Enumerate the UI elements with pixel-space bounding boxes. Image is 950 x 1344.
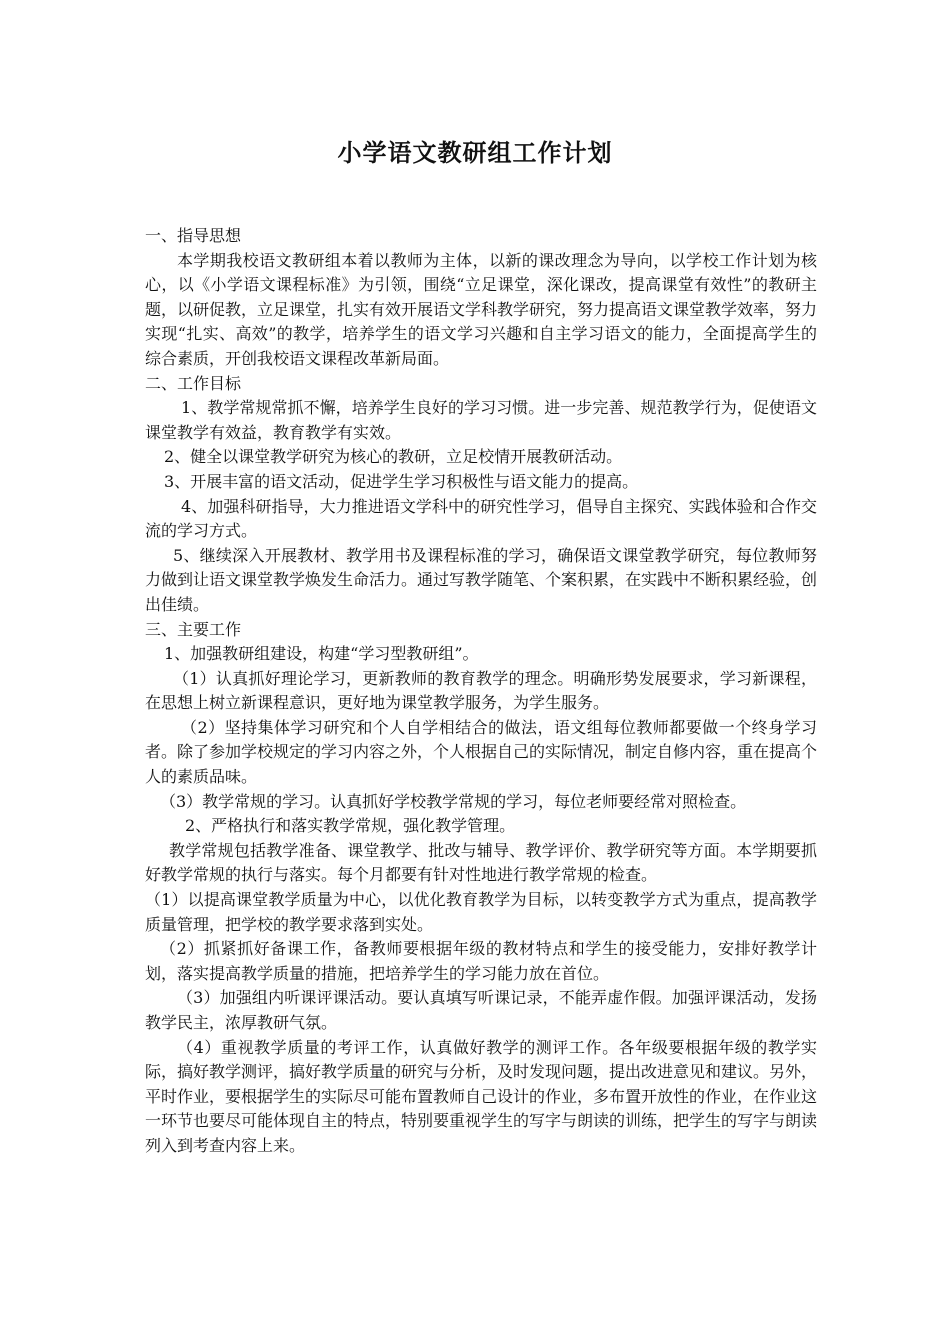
document-body — [145, 224, 817, 1159]
list-item: （2）抓紧抓好备课工作，备教师要根据年级的教材特点和学生的接受能力，安排好教学计划，落实提高教学质量的措施，把培养学生的学习能力放在首位。 — [145, 939, 817, 983]
list-item: （4）重视教学质量的考评工作，认真做好教学的测评工作。各年级要根据年级的教学实际，搞好教学测评，搞好教学质量的研究与分析，及时发现问题，提出改进意见和建议。另外，平时作业，要根据学生的实际尽可能布置教师自己设计的作业，多布置开放性的作业，在作业这一环节也要尽可能体现自主的特点，特别要重视学生的写字与朗读的训练，把学生的写字与朗读列入到考查内容上来。 — [145, 1037, 818, 1155]
paragraph: 教学常规包括教学准备、课堂教学、批改与辅导、教学评价、教学研究等方面。本学期要抓好教学常规的执行与落实。每个月都要有针对性地进行教学常规的检查。 — [145, 840, 817, 885]
document-title: 小学语文教研组工作计划 — [337, 139, 613, 167]
section-heading-work-goals: 二、工作目标 — [145, 373, 242, 393]
paragraph: 本学期我校语文教研组本着以教师为主体，以新的课改理念为导向，以学校工作计划为核心，以《小学语文课程标准》为引领，围绕“立足课堂，深化课改，提高课堂有效性”的教研主题，以研促教，立足课堂，扎实有效开展语文学科教学研究，努力提高语文课堂教学效率，努力实现“扎实、高效”的教学，培养学生的语文学习兴趣和自主学习语文的能力，全面提高学生的综合素质，开创我校语文课程改革新局面。 — [145, 250, 818, 368]
list-item: （3）教学常规的学习。认真抓好学校教学常规的学习，每位老师要经常对照检查。 — [160, 791, 747, 811]
list-item: 2、严格执行和落实教学常规，强化教学管理。 — [185, 816, 516, 836]
list-item: 1、教学常规常抓不懈，培养学生良好的学习习惯。进一步完善、规范教学行为，促使语文课堂教学有效益，教育教学有实效。 — [145, 398, 817, 442]
list-item: 3、开展丰富的语文活动，促进学生学习积极性与语文能力的提高。 — [164, 471, 639, 491]
section-heading-guiding-ideology: 一、指导思想 — [145, 226, 242, 245]
list-item: （2）坚持集体学习研究和个人自学相结合的做法，语文组每位教师都要做一个终身学习者。除了参加学校规定的学习内容之外，个人根据自己的实际情况，制定自修内容，重在提高个人的素质品味。 — [145, 717, 818, 787]
list-item: （1）认真抓好理论学习，更新教师的教育教学的理念。明确形势发展要求，学习新课程，在思想上树立新课程意识，更好地为课堂教学服务，为学生服务。 — [145, 668, 817, 713]
list-item: 4、加强科研指导，大力推进语文学科中的研究性学习，倡导自主探究、实践体验和合作交流的学习方式。 — [145, 496, 817, 541]
list-item: 2、健全以课堂教学研究为核心的教研，立足校情开展教研活动。 — [164, 447, 623, 467]
list-item: （3）加强组内听课评课活动。要认真填写听课记录，不能弄虚作假。加强评课活动，发扬教学民主，浓厚教研气氛。 — [145, 988, 817, 1032]
list-item: 5、继续深入开展教材、教学用书及课程标准的学习，确保语文课堂教学研究，每位教师努力做到让语文课堂教学焕发生命活力。通过写教学随笔、个案积累，在实践中不断积累经验，创出佳绩。 — [145, 545, 818, 614]
list-item: （1）以提高课堂教学质量为中心，以优化教育教学为目标，以转变教学方式为重点，提高教学质量管理，把学校的教学要求落到实处。 — [145, 890, 817, 934]
section-heading-main-work: 三、主要工作 — [145, 619, 242, 639]
list-item: 1、加强教研组建设，构建“学习型教研组”。 — [164, 644, 479, 664]
